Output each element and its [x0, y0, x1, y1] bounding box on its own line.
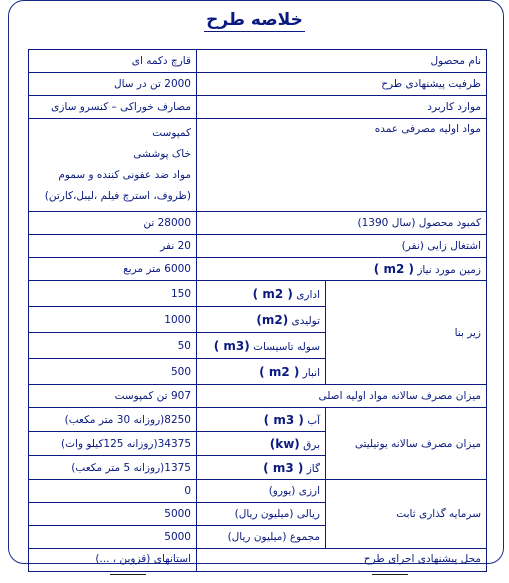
land-unit: ( m2 )	[373, 262, 414, 276]
row-investment-fx	[29, 480, 487, 503]
building-value: 50	[29, 333, 197, 359]
building-value: 500	[29, 359, 197, 385]
value-raw-materials	[29, 119, 197, 212]
label-building: زیر بنا	[326, 281, 487, 385]
value-shortage: 28000 تن	[29, 212, 197, 235]
row-product-name	[29, 50, 487, 73]
row-building-office	[29, 281, 487, 307]
label-annual-raw: میزان مصرف سالانه مواد اولیه اصلی	[197, 385, 487, 408]
investment-sublabel: ریالی (میلیون ریال)	[197, 503, 326, 526]
value-usage: مصارف خوراکی – کنسرو سازی	[29, 96, 197, 119]
label-land	[197, 258, 487, 281]
building-sublabel: سوله تاسیسات (m3 )	[197, 333, 326, 359]
value-annual-raw: 907 تن کمپوست	[29, 385, 197, 408]
row-utility-water	[29, 408, 487, 432]
raw-material-item: مواد ضد عفونی کننده و سموم	[58, 169, 191, 181]
row-capacity	[29, 73, 487, 96]
row-employment	[29, 235, 487, 258]
row-usage	[29, 96, 487, 119]
utility-value: 8250(روزانه 30 متر مکعب)	[29, 408, 197, 432]
value-land: 6000 متر مربع	[29, 258, 197, 281]
label-capacity: ظرفیت پیشنهادی طرح	[197, 73, 487, 96]
investment-value: 0	[29, 480, 197, 503]
raw-material-item: (ظروف، استرچ فیلم ،لیبل،کارتن)	[44, 190, 191, 202]
summary-sheet	[28, 49, 486, 565]
utility-sublabel: برق (kw)	[197, 432, 326, 456]
row-shortage	[29, 212, 487, 235]
row-raw-materials	[29, 119, 487, 212]
utility-value: 34375(روزانه 125کیلو وات)	[29, 432, 197, 456]
row-annual-raw	[29, 385, 487, 408]
building-sublabel: اداری ( m2 )	[197, 281, 326, 307]
label-usage: موارد کاربرد	[197, 96, 487, 119]
footer-mark-right	[372, 574, 408, 583]
value-employment: 20 نفر	[29, 235, 197, 258]
value-location: استانهای (قزوین ، ...)	[29, 549, 197, 572]
summary-table	[28, 49, 487, 572]
investment-sublabel: ارزی (یورو)	[197, 480, 326, 503]
building-sublabel: انبار ( m2 )	[197, 359, 326, 385]
raw-material-item: کمپوست	[152, 127, 191, 139]
label-investment: سرمایه گذاری ثابت	[326, 480, 487, 549]
investment-value: 5000	[29, 503, 197, 526]
label-raw-materials: مواد اولیه مصرفی عمده	[197, 119, 487, 212]
row-location	[29, 549, 487, 572]
page-title: خلاصه طرح	[206, 10, 303, 30]
utility-sublabel: گاز ( m3 )	[197, 456, 326, 480]
building-sublabel: تولیدی (m2)	[197, 307, 326, 333]
land-label-text: زمین مورد نیاز	[417, 264, 481, 276]
label-employment: اشتغال زایی (نفر)	[197, 235, 487, 258]
footer-mark-left	[110, 574, 146, 583]
row-land	[29, 258, 487, 281]
utility-sublabel: آب ( m3 )	[197, 408, 326, 432]
value-product-name: قارچ دکمه ای	[29, 50, 197, 73]
building-value: 150	[29, 281, 197, 307]
label-utilities: میزان مصرف سالانه یوتیلیتی	[326, 408, 487, 480]
raw-material-item: خاک پوششی	[133, 148, 191, 160]
investment-sublabel: مجموع (میلیون ریال)	[197, 526, 326, 549]
label-product-name: نام محصول	[197, 50, 487, 73]
building-value: 1000	[29, 307, 197, 333]
value-capacity: 2000 تن در سال	[29, 73, 197, 96]
investment-value: 5000	[29, 526, 197, 549]
label-shortage: کمبود محصول (سال 1390)	[197, 212, 487, 235]
label-location: محل پیشنهادی اجرای طرح	[197, 549, 487, 572]
utility-value: 1375(روزانه 5 متر مکعب)	[29, 456, 197, 480]
